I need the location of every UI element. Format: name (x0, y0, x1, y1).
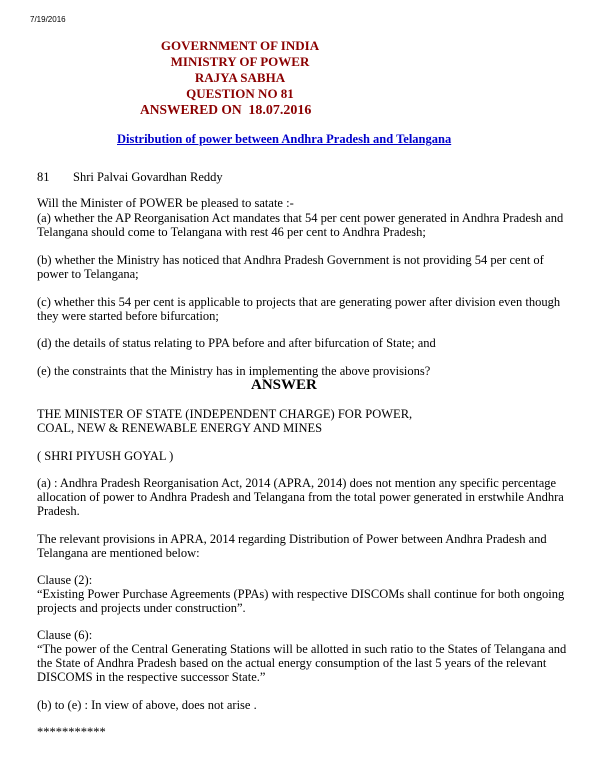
question-number: 81 (37, 170, 50, 184)
member-name: Shri Palvai Govardhan Reddy (73, 170, 223, 184)
end-marker: *********** (37, 725, 106, 739)
answer-para-relevant: The relevant provisions in APRA, 2014 regarding Distribution of Power between Andhra Pradesh and Telangana are mentioned below: (37, 532, 547, 560)
answer-para-b-e: (b) to (e) : In view of above, does not arise . (37, 698, 257, 712)
answered-date: 18.07.2016 (248, 103, 312, 118)
answer-heading: ANSWER (251, 377, 317, 393)
question-part-d: (d) the details of status relating to PPA before and after bifurcation of State; and (37, 336, 436, 350)
clause-2-label: Clause (2): (37, 573, 93, 587)
minister-title-line1: THE MINISTER OF STATE (INDEPENDENT CHARGE) FOR POWER, (37, 407, 413, 421)
clause-6-label: Clause (6): (37, 628, 93, 642)
minister-title-line2: COAL, NEW & RENEWABLE ENERGY AND MINES (37, 421, 323, 435)
question-part-c: (c) whether this 54 per cent is applicable to projects that are generating power after division even though they were started before bifurcation; (37, 295, 561, 323)
header-government: GOVERNMENT OF INDIA (160, 38, 320, 53)
answered-label: ANSWERED ON (140, 102, 242, 117)
question-part-b: (b) whether the Ministry has noticed that Andhra Pradesh Government is not providing 54 per cent of power to Telangana; (37, 253, 544, 281)
header-answered-on (140, 102, 311, 118)
question-part-e: (e) the constraints that the Ministry has in implementing the above provisions? (37, 364, 431, 378)
minister-name: ( SHRI PIYUSH GOYAL ) (37, 449, 174, 463)
question-part-a: (a) whether the AP Reorganisation Act mandates that 54 per cent power generated in Andhra Pradesh and Telangana should come to Telangana with rest 46 per cent to Andhra Pradesh; (37, 211, 564, 239)
question-title-link[interactable]: Distribution of power between Andhra Pradesh and Telangana (117, 132, 452, 146)
print-date: 7/19/2016 (30, 15, 66, 24)
question-intro: Will the Minister of POWER be pleased to satate :- (37, 196, 294, 210)
header-ministry: MINISTRY OF POWER (170, 54, 310, 69)
clause-2-text: “Existing Power Purchase Agreements (PPAs) with respective DISCOMs shall continue for both ongoing projects and projects under construction”. (37, 587, 565, 615)
clause-6-text: “The power of the Central Generating Stations will be allotted in such ratio to the States of Telangana and the State of Andhra Pradesh based on the actual energy consumption of the last 5 years of the relevant DISCOMS in the respective successor State.” (37, 642, 567, 684)
header-question-no: QUESTION NO 81 (186, 86, 294, 101)
answer-para-a: (a) : Andhra Pradesh Reorganisation Act, 2014 (APRA, 2014) does not mention any specific percentage allocation of power to Andhra Pradesh and Telangana from the total power generated in erstwhile Andhra Pradesh. (37, 476, 564, 518)
header-house: RAJYA SABHA (194, 70, 286, 85)
